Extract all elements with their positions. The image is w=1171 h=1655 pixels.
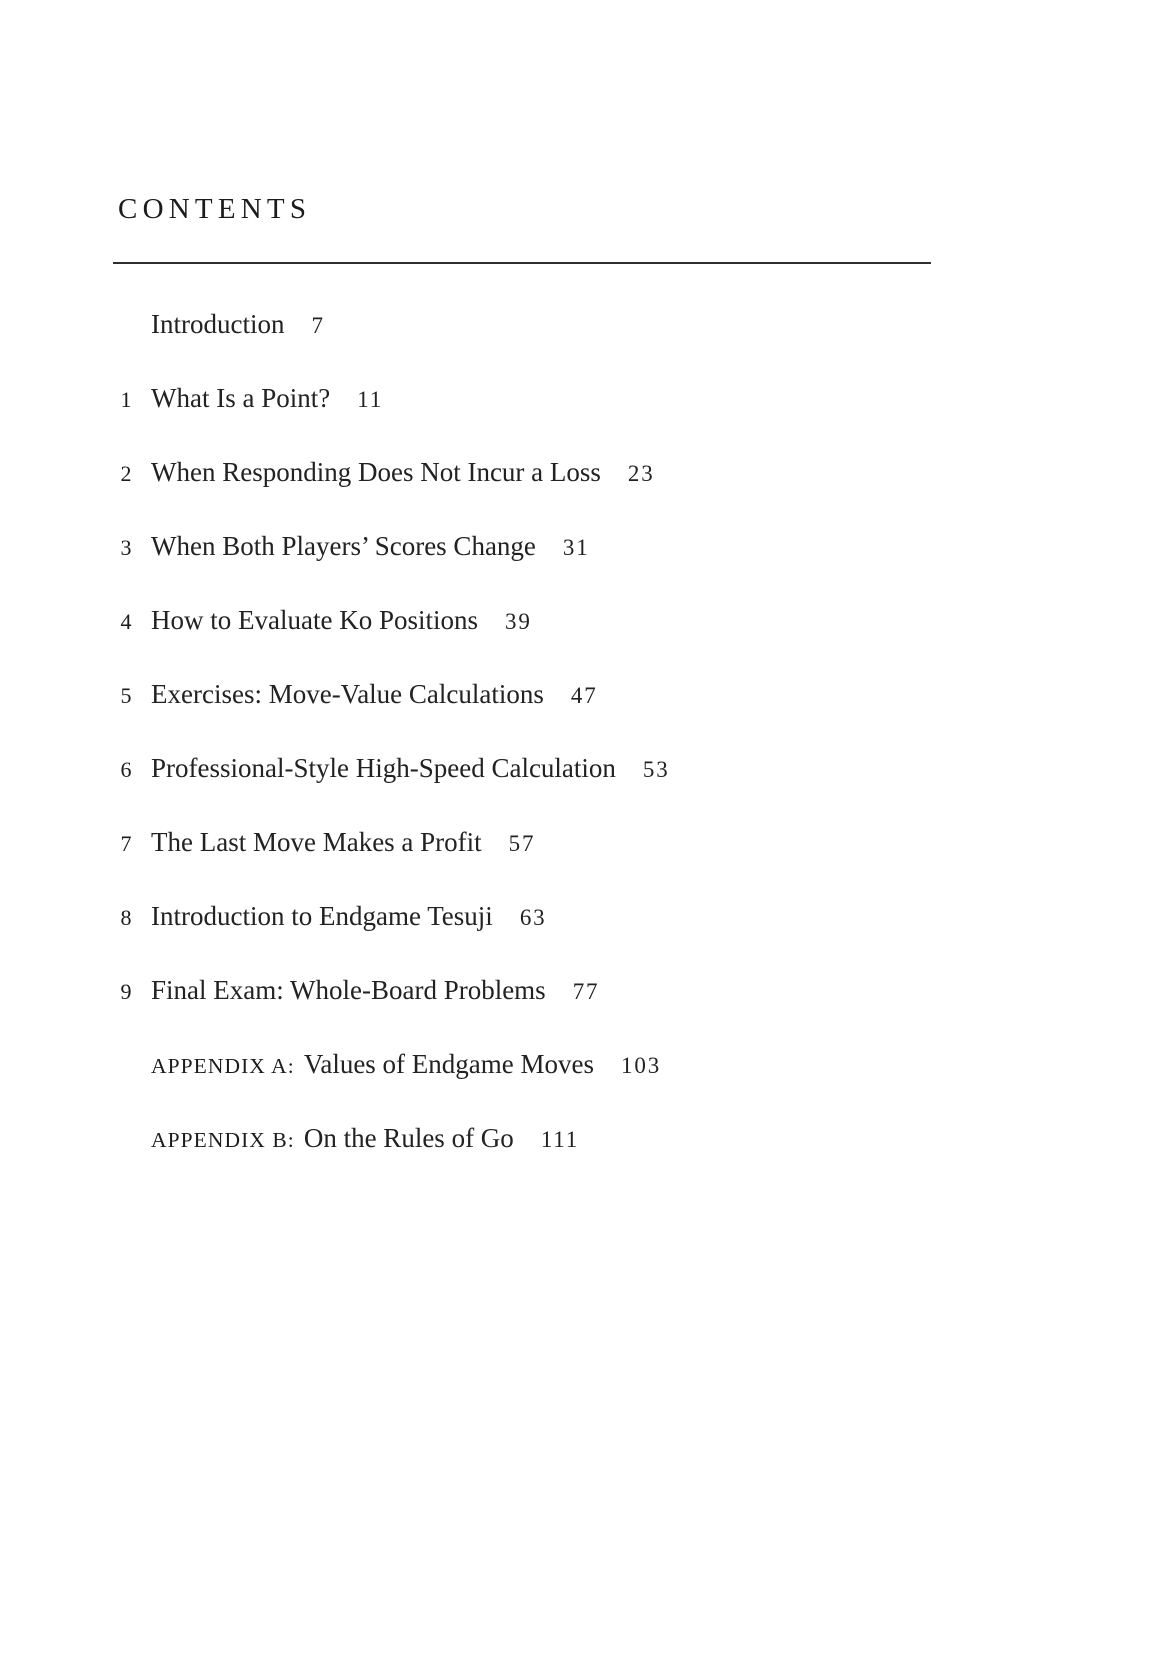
entry-title-group [151,383,330,413]
chapter-number: 5 [120,683,132,708]
entry-title: How to Evaluate Ko Positions [151,605,478,635]
entry-title-group [151,679,544,709]
entry-title-group [151,753,616,783]
toc-entry [113,751,1013,787]
entry-title: Introduction [151,309,285,339]
toc-entry [113,603,1013,639]
entry-page: 57 [508,831,536,856]
toc-entry [113,381,1013,417]
entry-title: When Both Players’ Scores Change [151,531,536,561]
entry-title-group [151,1123,514,1153]
toc-entry [113,307,1013,343]
entry-title: Final Exam: Whole-Board Problems [151,975,546,1005]
entry-page: 103 [621,1053,662,1078]
toc-entry [113,1047,1013,1083]
entry-title-group [151,457,601,487]
appendix-prefix: APPENDIX A: [151,1054,295,1078]
page-title: CONTENTS [118,193,312,225]
chapter-number: 3 [120,535,132,560]
entry-page: 53 [642,757,670,782]
entry-title: Exercises: Move-Value Calculations [151,679,544,709]
entry-page: 39 [504,609,532,634]
title-rule [113,262,931,264]
entry-title-group [151,901,493,931]
entry-page: 23 [627,461,655,486]
appendix-prefix: APPENDIX B: [151,1128,295,1152]
entry-title: Professional-Style High-Speed Calculation [151,753,616,783]
entry-title: The Last Move Makes a Profit [151,827,482,857]
entry-title-group [151,827,482,857]
entry-title-group [151,1049,594,1079]
entry-page: 7 [311,313,325,338]
toc-entry [113,1121,1013,1157]
entry-page: 11 [357,387,384,412]
toc-entry [113,899,1013,935]
entry-page: 47 [570,683,598,708]
entry-page: 77 [572,979,600,1004]
entry-page: 111 [540,1127,580,1152]
entry-title-group [151,975,546,1005]
toc-entry [113,455,1013,491]
entry-page: 63 [519,905,547,930]
entry-title-group [151,309,284,339]
toc-entry [113,825,1013,861]
toc-entry [113,973,1013,1009]
entry-title: Values of Endgame Moves [303,1049,595,1079]
entry-title: What Is a Point? [151,383,331,413]
entry-title-group [151,531,536,561]
chapter-number: 9 [120,979,132,1004]
toc-entry [113,677,1013,713]
chapter-number: 2 [120,461,132,486]
chapter-number: 1 [120,387,132,412]
entry-title-group [151,605,478,635]
toc-list [113,307,1013,1195]
chapter-number: 8 [120,905,132,930]
entry-title: Introduction to Endgame Tesuji [151,901,493,931]
toc-entry [113,529,1013,565]
entry-title: When Responding Does Not Incur a Loss [151,457,601,487]
chapter-number: 7 [120,831,132,856]
entry-page: 31 [562,535,590,560]
chapter-number: 6 [120,757,132,782]
chapter-number: 4 [120,609,132,634]
entry-title: On the Rules of Go [303,1123,514,1153]
